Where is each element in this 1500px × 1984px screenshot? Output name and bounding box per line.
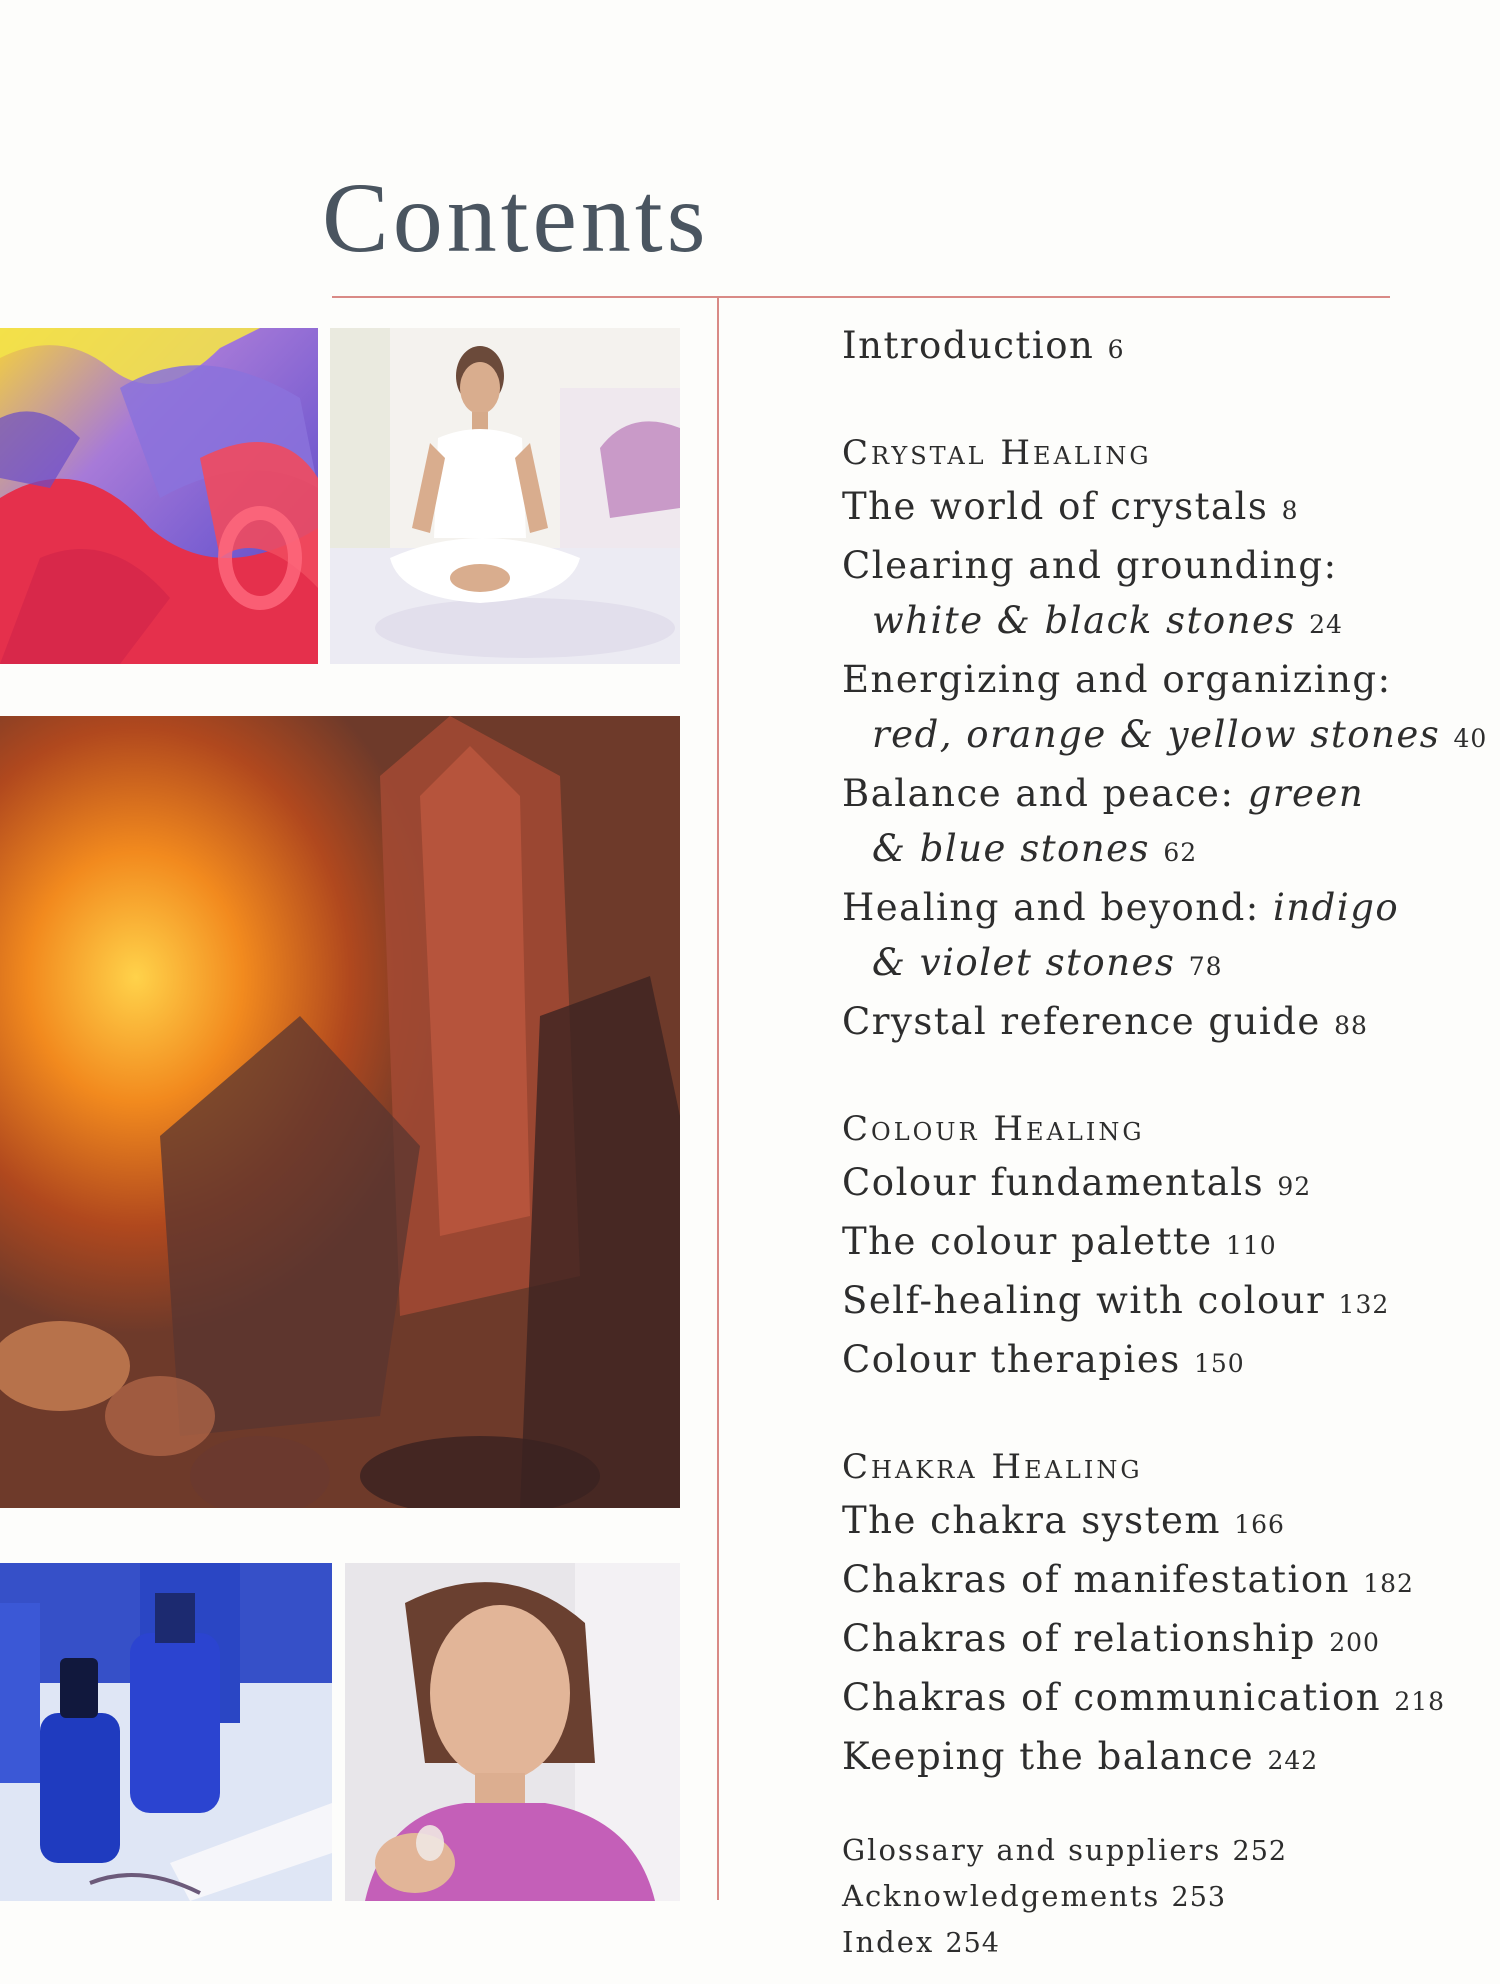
entry-label: Colour therapies (842, 1338, 1181, 1381)
page-number: 150 (1193, 1349, 1245, 1378)
entry-label: Acknowledgements (842, 1879, 1161, 1913)
section-heading-chakra: Chakra Healing (842, 1447, 1143, 1487)
page-number: 62 (1163, 838, 1198, 867)
meditation-photo (330, 328, 680, 664)
entry-label: Crystal reference guide (842, 1000, 1321, 1043)
toc-entry[interactable] (842, 1332, 1442, 1391)
section-heading-colour: Colour Healing (842, 1109, 1145, 1149)
entry-label-italic: green (1247, 772, 1365, 815)
toc-entry[interactable] (842, 1670, 1446, 1729)
page-title: Contents (322, 162, 710, 273)
toc-entry[interactable] (842, 1729, 1442, 1788)
page-number: 242 (1267, 1746, 1319, 1775)
woman-with-glass-photo (345, 1563, 680, 1901)
toc-entry-back-matter[interactable] (842, 1920, 1442, 1966)
page-number: 8 (1281, 496, 1299, 525)
horizontal-rule (332, 296, 1390, 298)
page-number: 92 (1277, 1172, 1312, 1201)
entry-label: Balance and peace: (842, 772, 1235, 815)
page-number: 182 (1363, 1569, 1414, 1598)
toc-entry-back-matter[interactable] (842, 1874, 1442, 1920)
toc-entry-continued[interactable] (842, 935, 1442, 994)
toc-entry[interactable] (842, 1214, 1442, 1273)
entry-label: Healing and beyond: (842, 886, 1260, 929)
toc-entry-introduction[interactable] (842, 318, 1442, 377)
toc-entry-continued[interactable] (842, 707, 1488, 766)
toc-entry[interactable] (842, 880, 1442, 935)
page-number: 254 (945, 1928, 1000, 1959)
page-number: 110 (1225, 1231, 1277, 1260)
toc-entry[interactable] (842, 1611, 1442, 1670)
entry-label: The world of crystals (842, 485, 1269, 528)
toc-entry-continued[interactable] (842, 821, 1442, 880)
entry-label: Index (842, 1925, 935, 1959)
toc-entry-back-matter[interactable] (842, 1828, 1442, 1874)
ribbons-photo (0, 328, 318, 664)
page-number: 166 (1234, 1510, 1285, 1539)
entry-label: Clearing and grounding: (842, 544, 1338, 587)
toc-entry[interactable] (842, 1552, 1442, 1611)
blue-bottles-photo (0, 1563, 332, 1901)
page-number: 78 (1188, 952, 1223, 981)
entry-label-italic: & violet stones (872, 941, 1176, 984)
entry-label: Introduction (842, 324, 1095, 367)
toc-entry[interactable] (842, 1493, 1442, 1552)
entry-label: Energizing and organizing: (842, 658, 1392, 701)
toc-entry[interactable] (842, 652, 1442, 707)
entry-label: Colour fundamentals (842, 1161, 1265, 1204)
toc-entry[interactable] (842, 766, 1442, 821)
entry-label-italic: & blue stones (872, 827, 1151, 870)
toc-entry[interactable] (842, 994, 1442, 1053)
entry-label: The chakra system (842, 1499, 1221, 1542)
page-number: 40 (1453, 724, 1488, 753)
entry-label: Self-healing with colour (842, 1279, 1326, 1322)
page-number: 6 (1107, 335, 1125, 364)
entry-label: Chakras of manifestation (842, 1558, 1350, 1601)
entry-label-italic: red, orange & yellow stones (872, 713, 1441, 756)
toc-entry[interactable] (842, 538, 1442, 593)
page-number: 200 (1329, 1628, 1380, 1657)
page-number: 253 (1171, 1882, 1227, 1913)
page-number: 252 (1232, 1836, 1288, 1867)
toc-entry[interactable] (842, 479, 1442, 538)
toc-entry[interactable] (842, 1273, 1442, 1332)
entry-label-italic: white & black stones (872, 599, 1296, 642)
section-heading-crystal: Crystal Healing (842, 433, 1152, 473)
entry-label: Chakras of relationship (842, 1617, 1316, 1660)
entry-label: Chakras of communication (842, 1676, 1382, 1719)
toc-entry[interactable] (842, 1155, 1442, 1214)
page-number: 132 (1338, 1290, 1390, 1319)
entry-label: Keeping the balance (842, 1735, 1255, 1778)
entry-label: Glossary and suppliers (842, 1833, 1222, 1867)
entry-label-italic: indigo (1273, 886, 1400, 929)
vertical-rule (717, 296, 719, 1900)
page-number: 88 (1334, 1011, 1368, 1040)
page-number: 24 (1309, 610, 1343, 639)
entry-label: The colour palette (842, 1220, 1213, 1263)
crystals-candle-photo (0, 716, 680, 1508)
page-number: 218 (1394, 1687, 1446, 1716)
toc-entry-continued[interactable] (842, 593, 1442, 652)
table-of-contents (842, 318, 1488, 1966)
